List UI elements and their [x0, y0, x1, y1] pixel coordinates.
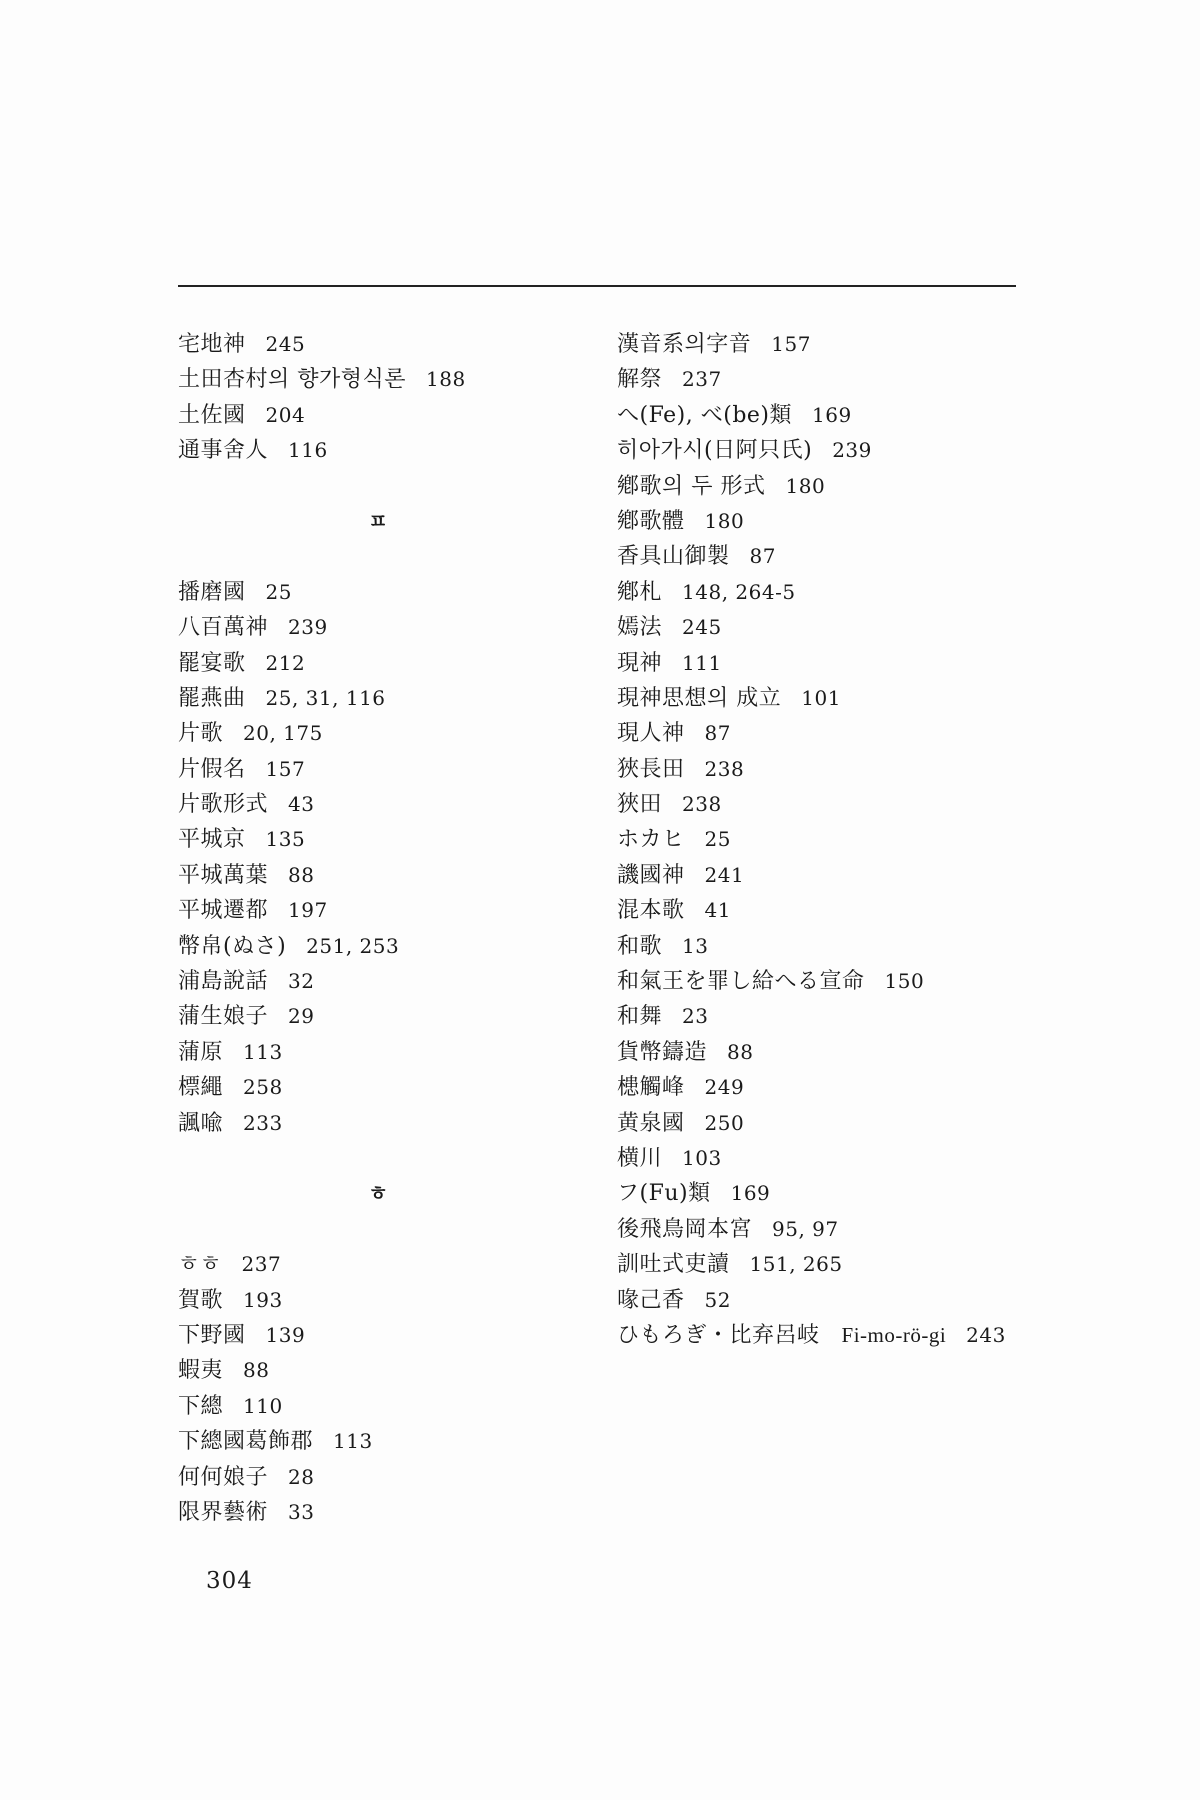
index-term: 浦島說話	[178, 969, 269, 995]
index-entry	[178, 327, 618, 362]
index-entry	[617, 1176, 1057, 1211]
index-entry	[178, 1495, 618, 1530]
index-entry	[178, 575, 618, 610]
index-entry	[178, 893, 618, 928]
index-term: 喙己香	[617, 1287, 685, 1313]
index-entry	[178, 610, 618, 645]
index-term: 何何娘子	[178, 1464, 269, 1490]
index-page-refs: 103	[682, 1145, 722, 1170]
index-entry	[178, 1247, 618, 1282]
index-entry	[617, 469, 1057, 504]
index-page-refs: 116	[288, 438, 328, 463]
index-entry	[178, 787, 618, 822]
index-page-refs: 258	[243, 1075, 283, 1100]
index-entry	[617, 752, 1057, 787]
index-term: 片假名	[178, 756, 246, 782]
index-term: ホカヒ	[617, 827, 685, 853]
index-page-refs: 20, 175	[243, 721, 323, 746]
index-entry	[617, 1247, 1057, 1282]
section-gap	[178, 1212, 618, 1247]
index-entry	[178, 1070, 618, 1105]
index-page-refs: 250	[704, 1110, 745, 1135]
index-page-refs: 25, 31, 116	[265, 685, 386, 710]
index-entry	[178, 1106, 618, 1141]
index-term: 平城遷都	[178, 898, 269, 924]
index-entry	[617, 433, 1057, 468]
section-gap	[178, 469, 618, 504]
index-term: へ(Fe), べ(be)類	[617, 402, 793, 428]
index-page-refs: 188	[426, 367, 466, 392]
index-term: 下總	[178, 1393, 224, 1419]
index-page-refs: 243	[966, 1322, 1006, 1347]
index-term: 訓吐式吏讀	[617, 1252, 730, 1278]
index-page-refs: 237	[241, 1252, 282, 1277]
index-page-refs: 150	[884, 969, 925, 994]
index-page-refs: 29	[288, 1004, 315, 1029]
index-term: 現神思想의 成立	[617, 685, 782, 711]
index-page-refs: 41	[704, 898, 731, 923]
index-term: 現神	[617, 650, 663, 676]
index-page-refs: 88	[243, 1358, 270, 1383]
index-entry	[617, 610, 1057, 645]
index-term: ひもろぎ・比弃呂岐	[617, 1322, 820, 1348]
index-term: 槵觸峰	[617, 1075, 685, 1101]
index-entry	[617, 1318, 1057, 1353]
index-page-refs: 238	[682, 792, 722, 817]
index-term: 横川	[617, 1145, 663, 1171]
index-entry	[617, 1070, 1057, 1105]
index-page-refs: 135	[265, 827, 306, 852]
index-term: 標繩	[178, 1075, 224, 1101]
index-column-left	[178, 327, 618, 1530]
index-page-refs: 169	[812, 402, 852, 427]
index-entry	[617, 398, 1057, 433]
index-page-refs: 180	[785, 473, 826, 498]
index-entry	[617, 681, 1057, 716]
index-page-refs: 25	[265, 579, 292, 604]
index-entry	[178, 398, 618, 433]
index-term: 平城萬葉	[178, 862, 269, 888]
index-term: 히아가시(日阿只氏)	[617, 438, 813, 464]
index-page-refs: 87	[704, 721, 731, 746]
index-entry	[617, 646, 1057, 681]
index-page-refs: 43	[288, 792, 315, 817]
index-term: 蒲原	[178, 1039, 224, 1065]
index-entry	[617, 539, 1057, 574]
index-term: 譏國神	[617, 862, 685, 888]
section-gap	[178, 539, 618, 574]
index-page-refs: 148, 264-5	[682, 579, 796, 604]
index-page-refs: 113	[243, 1039, 283, 1064]
top-rule	[178, 285, 1016, 287]
index-term: 和歌	[617, 933, 663, 959]
index-entry	[178, 1424, 618, 1459]
index-term: 限界藝術	[178, 1499, 269, 1525]
index-term: 混本歌	[617, 898, 685, 924]
index-page-refs: 151, 265	[749, 1252, 843, 1277]
index-term: 貨幣鑄造	[617, 1039, 708, 1065]
index-page-refs: 52	[704, 1287, 731, 1312]
index-entry	[617, 1212, 1057, 1247]
index-entry	[617, 893, 1057, 928]
index-page-refs: 197	[288, 898, 328, 923]
index-entry	[178, 964, 618, 999]
index-page-refs: 157	[771, 332, 811, 356]
index-entry	[178, 1389, 618, 1424]
index-page-refs: 238	[704, 756, 745, 781]
index-page-refs: 95, 97	[772, 1216, 839, 1241]
index-term: 罷宴歌	[178, 650, 246, 676]
index-page-refs: 180	[704, 508, 745, 533]
index-term: 黄泉國	[617, 1110, 685, 1136]
index-page-refs: 113	[333, 1429, 373, 1454]
index-term: 平城京	[178, 827, 246, 853]
index-term: 香具山御製	[617, 544, 730, 570]
index-term: 和舞	[617, 1004, 663, 1030]
index-term: 蒲生娘子	[178, 1004, 269, 1030]
index-page-refs: 110	[243, 1393, 283, 1418]
index-term: 播磨國	[178, 579, 246, 605]
index-transliteration: Fi-mo-rö-gi	[841, 1322, 947, 1347]
index-term: 片歌	[178, 721, 224, 747]
index-term: 嫣法	[617, 615, 663, 641]
index-entry	[617, 787, 1057, 822]
section-heading: ㅍ	[368, 508, 388, 533]
index-entry	[178, 999, 618, 1034]
index-term: 鄕札	[617, 579, 663, 605]
index-entry	[617, 999, 1057, 1034]
index-term: 土佐國	[178, 402, 246, 428]
index-term: 八百萬神	[178, 615, 269, 641]
index-term: 後飛鳥岡本宮	[617, 1216, 753, 1242]
index-entry	[178, 822, 618, 857]
index-term: 幣帛(ぬさ)	[178, 933, 287, 959]
index-page-refs: 233	[243, 1110, 283, 1135]
index-page-refs: 23	[682, 1004, 709, 1029]
index-entry	[617, 716, 1057, 751]
index-entry	[617, 504, 1057, 539]
index-entry	[178, 681, 618, 716]
section-heading: ㅎ	[368, 1181, 388, 1206]
index-term: 宅地神	[178, 332, 246, 357]
index-column-right	[617, 327, 1057, 1353]
index-term: フ(Fu)類	[617, 1181, 711, 1207]
index-term: 和氣王を罪し給へる宣命	[617, 969, 865, 995]
index-entry	[178, 929, 618, 964]
index-entry	[617, 1106, 1057, 1141]
index-entry	[178, 858, 618, 893]
index-page-refs: 193	[243, 1287, 283, 1312]
index-page-refs: 237	[682, 367, 722, 392]
index-page-refs: 239	[288, 615, 328, 640]
index-page-refs: 139	[265, 1322, 306, 1347]
index-entry	[617, 1283, 1057, 1318]
index-entry	[617, 327, 1057, 362]
index-entry	[617, 929, 1057, 964]
index-entry	[178, 646, 618, 681]
index-page-refs: 88	[727, 1039, 754, 1064]
section-gap	[178, 1141, 618, 1176]
index-entry	[617, 1035, 1057, 1070]
index-page-refs: 88	[288, 862, 315, 887]
index-term: ㅎㅎ	[178, 1252, 222, 1278]
index-entry	[178, 1460, 618, 1495]
index-entry	[178, 716, 618, 751]
index-page-refs: 245	[265, 332, 306, 356]
index-page-refs: 241	[704, 862, 745, 887]
index-page-refs: 87	[749, 544, 776, 569]
index-term: 狹長田	[617, 756, 685, 782]
index-term: 蝦夷	[178, 1358, 224, 1384]
index-entry	[617, 822, 1057, 857]
index-entry	[617, 575, 1057, 610]
index-page-refs: 251, 253	[306, 933, 400, 958]
index-term: 賀歌	[178, 1287, 224, 1313]
index-term: 下總國葛飾郡	[178, 1429, 314, 1455]
index-entry	[178, 1318, 618, 1353]
index-page-refs: 32	[288, 969, 315, 994]
index-page-refs: 28	[288, 1464, 315, 1489]
index-entry	[178, 1283, 618, 1318]
index-term: 鄕歌의 두 形式	[617, 473, 766, 499]
index-page-refs: 204	[265, 402, 306, 427]
index-term: 解祭	[617, 367, 663, 393]
index-page-refs: 25	[704, 827, 731, 852]
index-term: 狹田	[617, 792, 663, 818]
index-entry	[178, 433, 618, 468]
index-entry	[617, 362, 1057, 397]
index-term: 土田杏村의 향가형식론	[178, 367, 407, 393]
index-entry	[178, 362, 618, 397]
index-term: 鄕歌體	[617, 508, 685, 534]
index-term: 漢音系의字音	[617, 332, 752, 357]
index-entry	[178, 1353, 618, 1388]
index-entry	[617, 858, 1057, 893]
index-page-refs: 33	[288, 1499, 315, 1524]
index-entry	[617, 964, 1057, 999]
index-page-refs: 111	[682, 650, 722, 675]
index-page-refs: 13	[682, 933, 709, 958]
index-term: 下野國	[178, 1322, 246, 1348]
index-page-refs: 157	[265, 756, 306, 781]
index-term: 罷燕曲	[178, 685, 246, 711]
index-page-refs: 169	[730, 1181, 771, 1206]
index-page-refs: 212	[265, 650, 306, 675]
index-page-refs: 245	[682, 615, 722, 640]
index-entry	[178, 1035, 618, 1070]
index-term: 片歌形式	[178, 792, 269, 818]
index-page-refs: 249	[704, 1075, 745, 1100]
page-number: 304	[206, 1568, 253, 1594]
index-term: 現人神	[617, 721, 685, 747]
index-page-refs: 101	[801, 685, 841, 710]
index-entry	[617, 1141, 1057, 1176]
index-term: 諷喩	[178, 1110, 224, 1136]
index-entry	[178, 752, 618, 787]
index-page-refs: 239	[832, 438, 872, 463]
index-term: 通事舍人	[178, 438, 269, 464]
